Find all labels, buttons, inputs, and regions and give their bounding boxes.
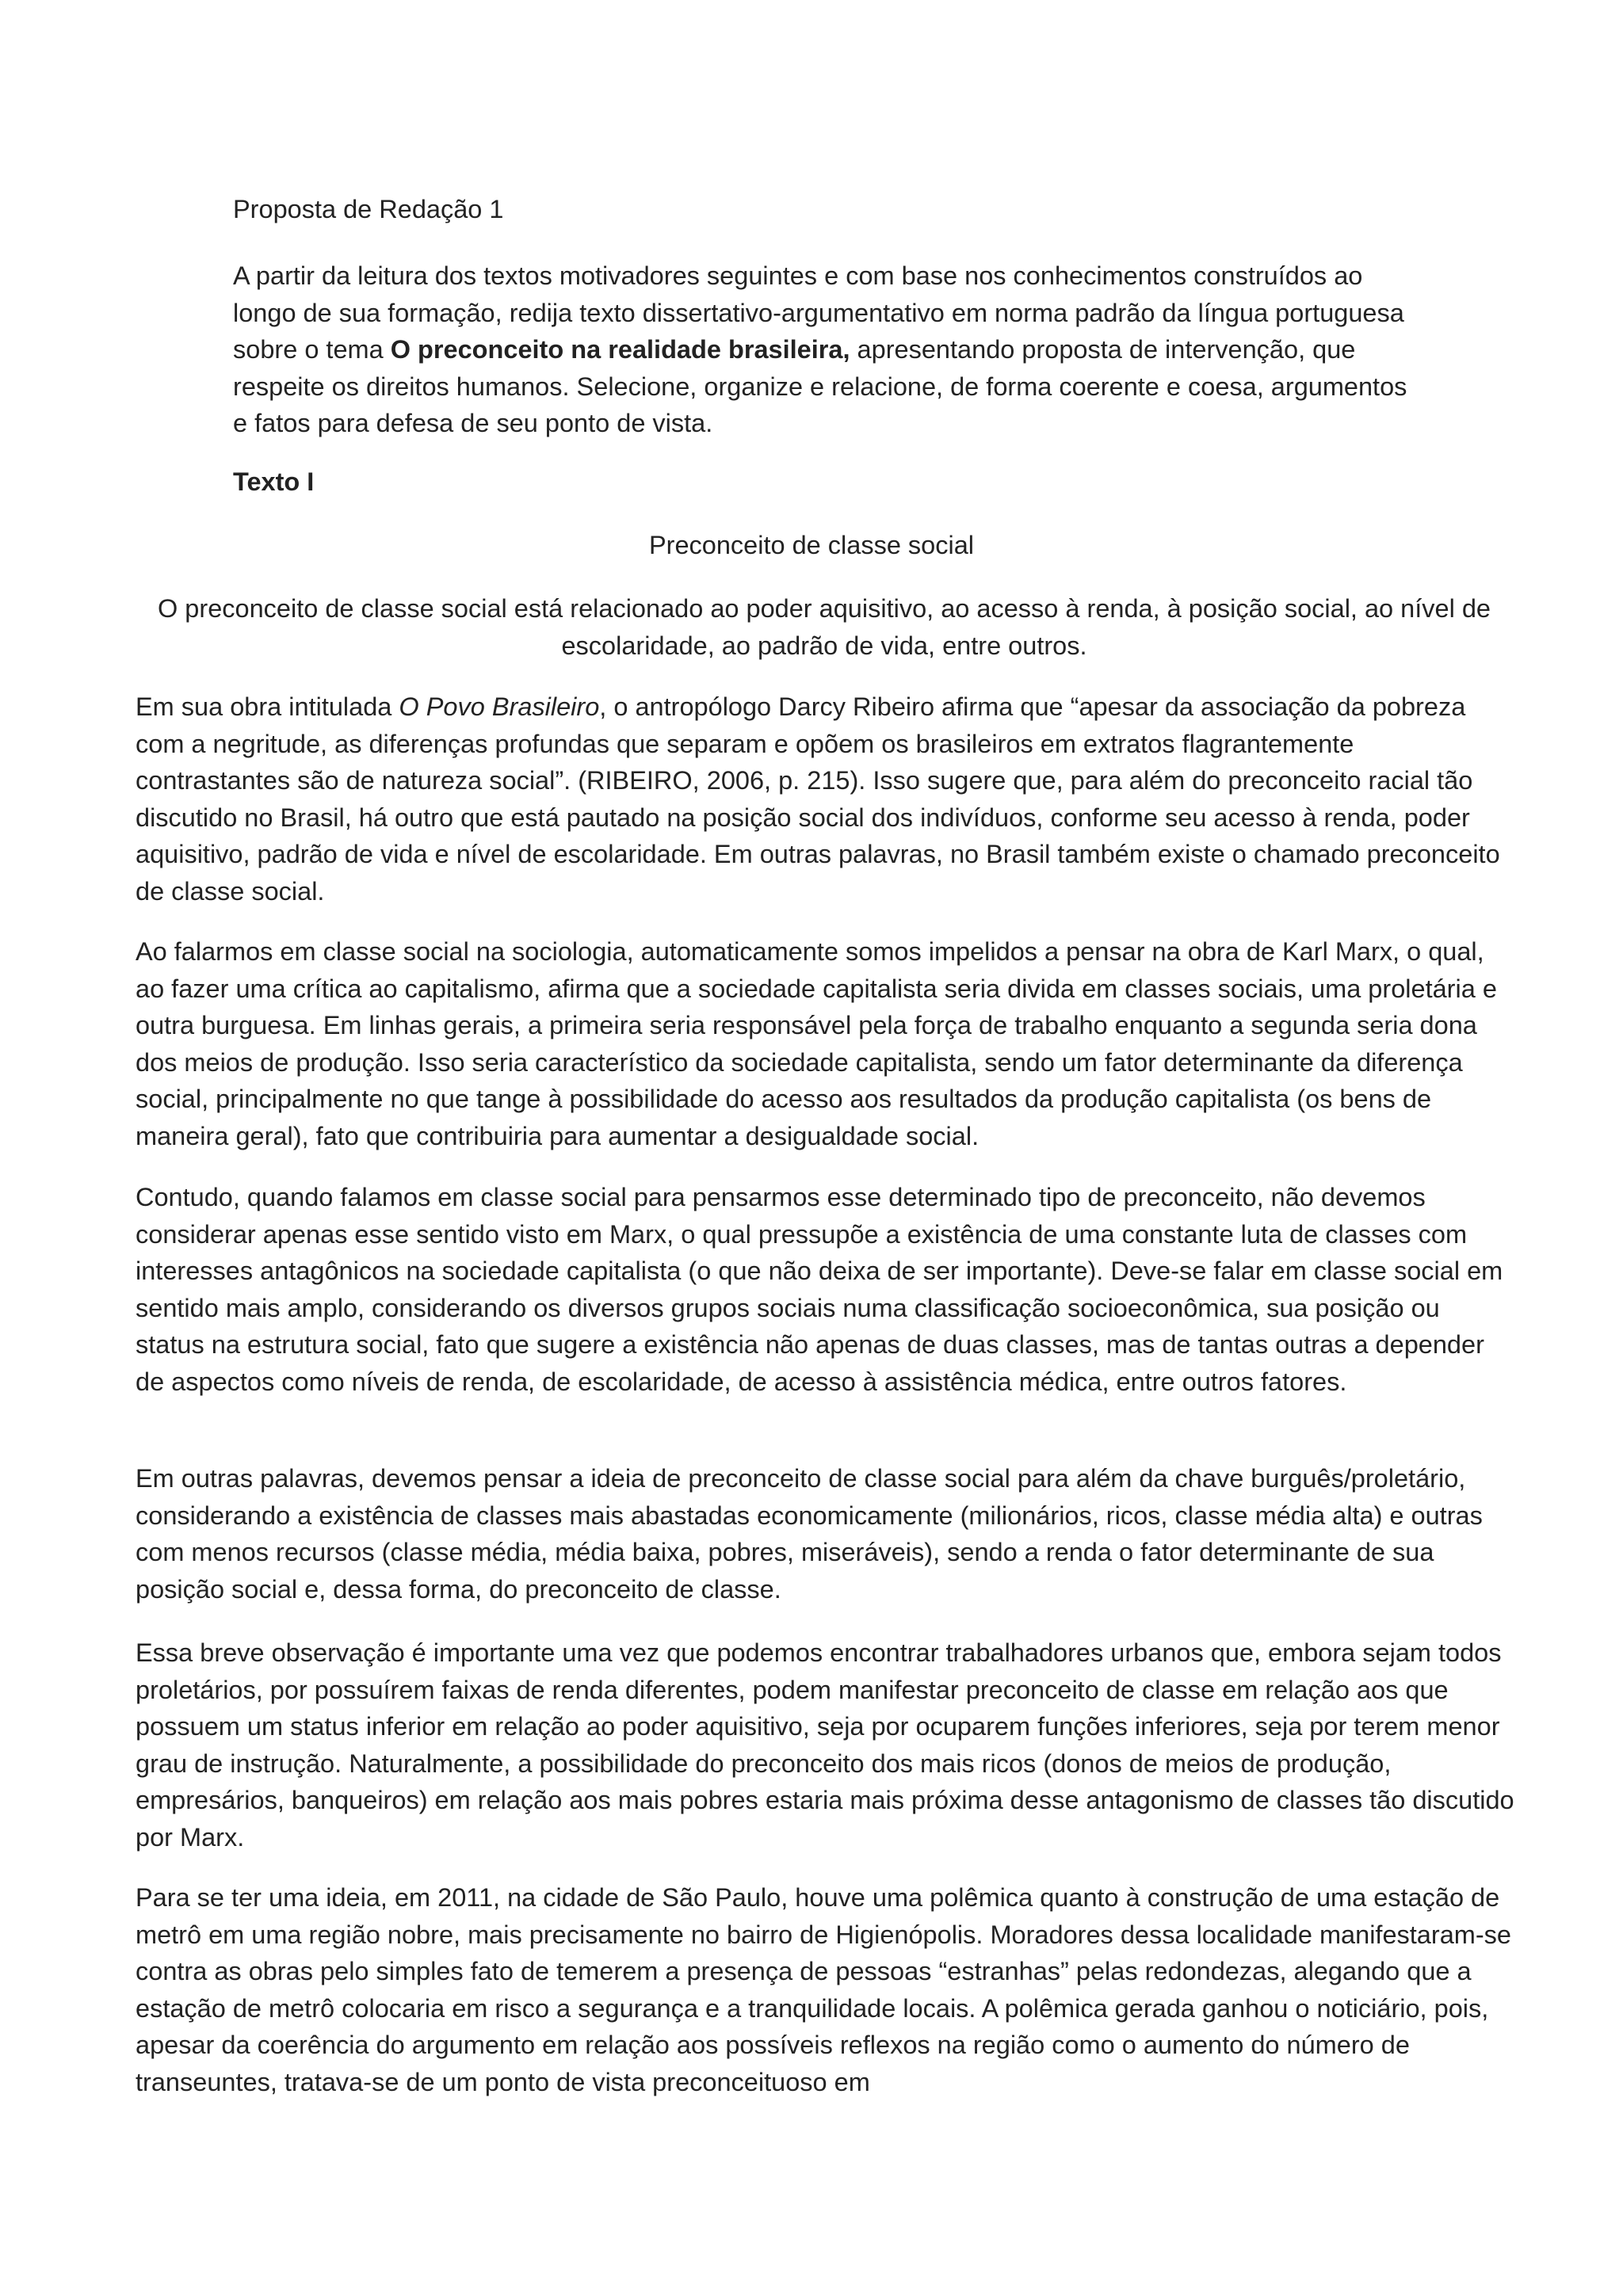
- proposal-intro-continuation: apresentando proposta de intervenção, que respeite os direitos humanos. Selecione, organize e relacione, de forma coerente e coesa, argumentos e fatos para defesa de seu ponto de vista.: [233, 335, 1407, 437]
- proposal-instructions: [233, 257, 1422, 442]
- paragraph-1-continuation: , o antropólogo Darcy Ribeiro afirma que “apesar da associação da pobreza com a negritude, as diferenças profundas que separam e opõem os brasileiros em extratos flagrantemente contrastantes são de natureza social”. (RIBEIRO, 2006, p. 215). Isso sugere que, para além do preconceito racial tão discutido no Brasil, há outro que está pautado na posição social dos indivíduos, conforme seu acesso à renda, poder aquisitivo, padrão de vida e nível de escolaridade. Em outras palavras, no Brasil também existe o chamado preconceito de classe social.: [136, 692, 1500, 906]
- article-paragraph-3: Contudo, quando falamos em classe social para pensarmos esse determinado tipo de preconceito, não devemos considerar apenas esse sentido visto em Marx, o qual pressupõe a existência de uma constante luta de classes com interesses antagônicos na sociedade capitalista (o que não deixa de ser importante). Deve-se falar em classe social em sentido mais amplo, considerando os diversos grupos sociais numa classificação socioeconômica, sua posição ou status na estrutura social, fato que sugere a existência não apenas de duas classes, mas de tantas outras a depender de aspectos como níveis de renda, de escolaridade, de acesso à assistência médica, entre outros fatores.: [136, 1183, 1503, 1396]
- proposal-title: Proposta de Redação 1: [233, 195, 504, 223]
- article-paragraph-6: Para se ter uma ideia, em 2011, na cidade de São Paulo, houve uma polêmica quanto à construção de uma estação de metrô em uma região nobre, mais precisamente no bairro de Higienópolis. Moradores dessa localidade manifestaram-se contra as obras pelo simples fato de temerem a presença de pessoas “estranhas” pelas redondezas, alegando que a estação de metrô colocaria em risco a segurança e a tranquilidade locais. A polêmica gerada ganhou o noticiário, pois, apesar da coerência do argumento em relação aos possíveis reflexos na região como o aumento do número de transeuntes, tratava-se de um ponto de vista preconceituoso em: [136, 1883, 1511, 2096]
- article-title: Preconceito de classe social: [648, 531, 975, 559]
- proposal-intro-text: A partir da leitura dos textos motivadores seguintes e com base nos conhecimentos construídos ao longo de sua formação, redija texto dissertativo-argumentativo em norma padrão da língua portuguesa sobre o tema: [233, 261, 1404, 364]
- article-lead: O preconceito de classe social está relacionado ao poder aquisitivo, ao acesso à renda, à posição social, ao nível de escolaridade, ao padrão de vida, entre outros.: [157, 594, 1491, 660]
- paragraph-1-text: Em sua obra intitulada: [136, 692, 399, 721]
- article-paragraph-5: Essa breve observação é importante uma vez que podemos encontrar trabalhadores urbanos que, embora sejam todos proletários, por possuírem faixas de renda diferentes, podem manifestar preconceito de classe em relação aos que possuem um status inferior em relação ao poder aquisitivo, seja por ocuparem funções inferiores, seja por terem menor grau de instrução. Naturalmente, a possibilidade do preconceito dos mais ricos (donos de meios de produção, empresários, banqueiros) em relação aos mais pobres estaria mais próxima desse antagonismo de classes tão discutido por Marx.: [136, 1638, 1514, 1852]
- text-label: Texto I: [233, 467, 315, 496]
- proposal-theme: O preconceito na realidade brasileira,: [390, 335, 850, 364]
- article-paragraph-4: Em outras palavras, devemos pensar a ideia de preconceito de classe social para além da chave burguês/proletário, considerando a existência de classes mais abastadas economicamente (milionários, ricos, classe média alta) e outras com menos recursos (classe média, média baixa, pobres, miseráveis), sendo a renda o fator determinante de sua posição social e, dessa forma, do preconceito de classe.: [136, 1464, 1483, 1604]
- book-title: O Povo Brasileiro: [399, 692, 600, 721]
- article-paragraph-1: [136, 688, 1514, 910]
- article-paragraph-2: Ao falarmos em classe social na sociologia, automaticamente somos impelidos a pensar na obra de Karl Marx, o qual, ao fazer uma crítica ao capitalismo, afirma que a sociedade capitalista seria divida em classes sociais, uma proletária e outra burguesa. Em linhas gerais, a primeira seria responsável pela força de trabalho enquanto a segunda seria dona dos meios de produção. Isso seria característico da sociedade capitalista, sendo um fator determinante da diferença social, principalmente no que tange à possibilidade do acesso aos resultados da produção capitalista (os bens de maneira geral), fato que contribuiria para aumentar a desigualdade social.: [136, 937, 1497, 1150]
